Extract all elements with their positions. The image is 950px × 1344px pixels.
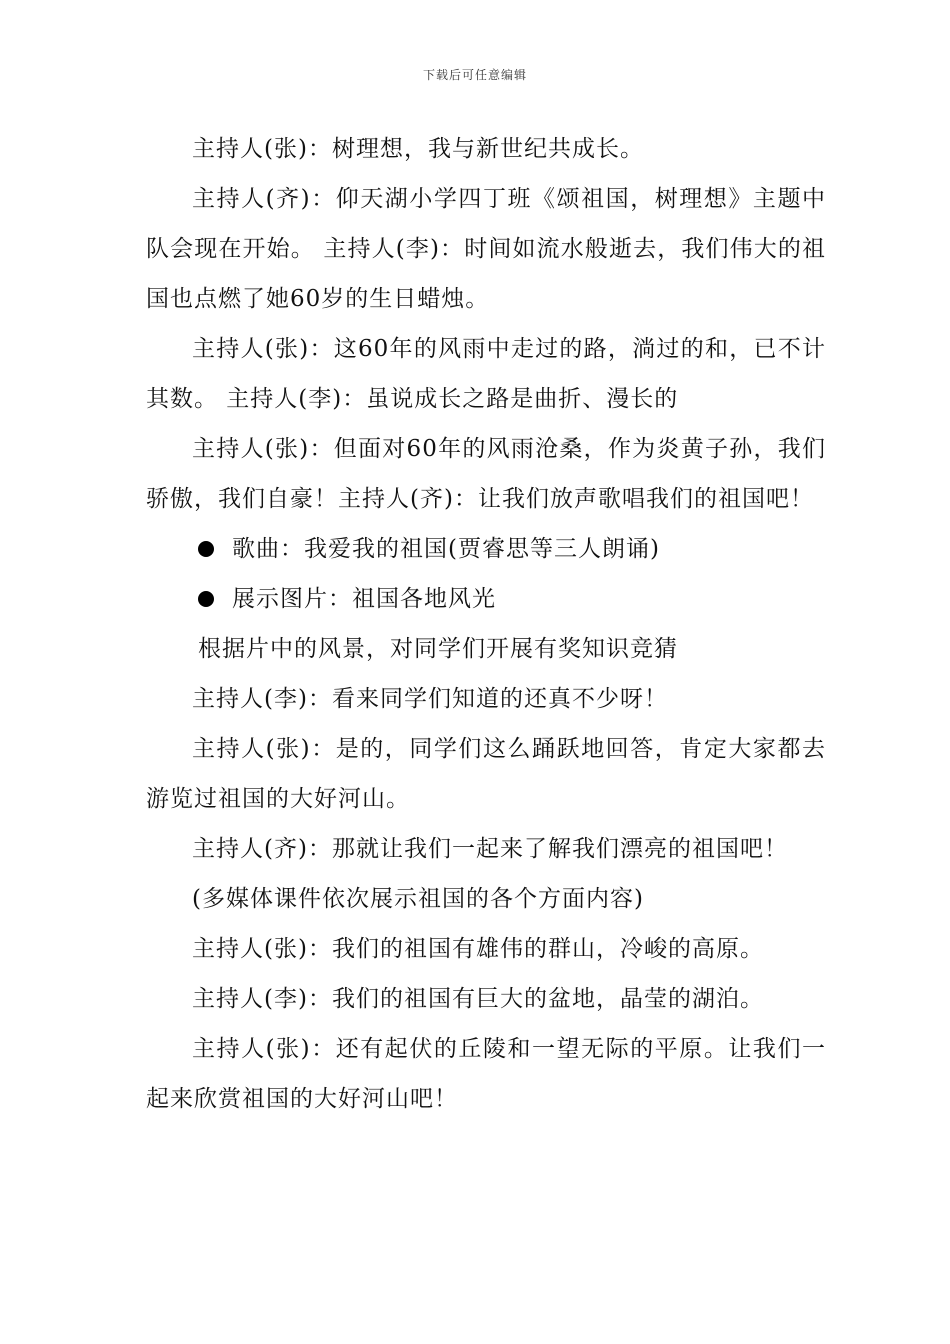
page-header-note: 下载后可任意编辑 xyxy=(422,68,527,82)
bullet-item xyxy=(146,574,826,624)
bullet-text: 展示图片：祖国各地风光 xyxy=(232,586,496,612)
bullet-dot-icon xyxy=(198,591,214,607)
paragraph: (多媒体课件依次展示祖国的各个方面内容) xyxy=(192,886,644,912)
paragraph: 主持人(张)：但面对60年的风雨沧桑，作为炎黄子孙，我们骄傲，我们自豪！主持人(齐)：让我们放声歌唱我们的祖国吧！ xyxy=(146,436,826,512)
bullet-item xyxy=(146,524,826,574)
bullet-text: 歌曲：我爱我的祖国(贾睿思等三人朗诵) xyxy=(232,536,660,562)
paragraph: 主持人(李)：我们的祖国有巨大的盆地，晶莹的湖泊。 xyxy=(192,986,764,1012)
paragraph: 主持人(张)：是的，同学们这么踊跃地回答，肯定大家都去游览过祖国的大好河山。 xyxy=(146,736,826,812)
paragraph: 主持人(齐)：仰天湖小学四丁班《颂祖国，树理想》主题中队会现在开始。 主持人(李)：时间如流水般逝去，我们伟大的祖国也点燃了她60岁的生日蜡烛。 xyxy=(146,186,826,312)
document-body xyxy=(146,124,826,1124)
paragraph: 主持人(张)：还有起伏的丘陵和一望无际的平原。让我们一起来欣赏祖国的大好河山吧！ xyxy=(146,1036,826,1112)
bullet-dot-icon xyxy=(198,541,214,557)
paragraph: 根据片中的风景，对同学们开展有奖知识竞猜 xyxy=(198,636,678,662)
paragraph: 主持人(张)：我们的祖国有雄伟的群山，冷峻的高原。 xyxy=(192,936,764,962)
paragraph: 主持人(张)：这60年的风雨中走过的路，淌过的和，已不计其数。 主持人(李)：虽说成长之路是曲折、漫长的 xyxy=(146,336,826,412)
paragraph: 主持人(齐)：那就让我们一起来了解我们漂亮的祖国吧！ xyxy=(192,836,788,862)
paragraph: 主持人(李)：看来同学们知道的还真不少呀！ xyxy=(192,686,668,712)
paragraph: 主持人(张)：树理想，我与新世纪共成长。 xyxy=(192,136,644,162)
